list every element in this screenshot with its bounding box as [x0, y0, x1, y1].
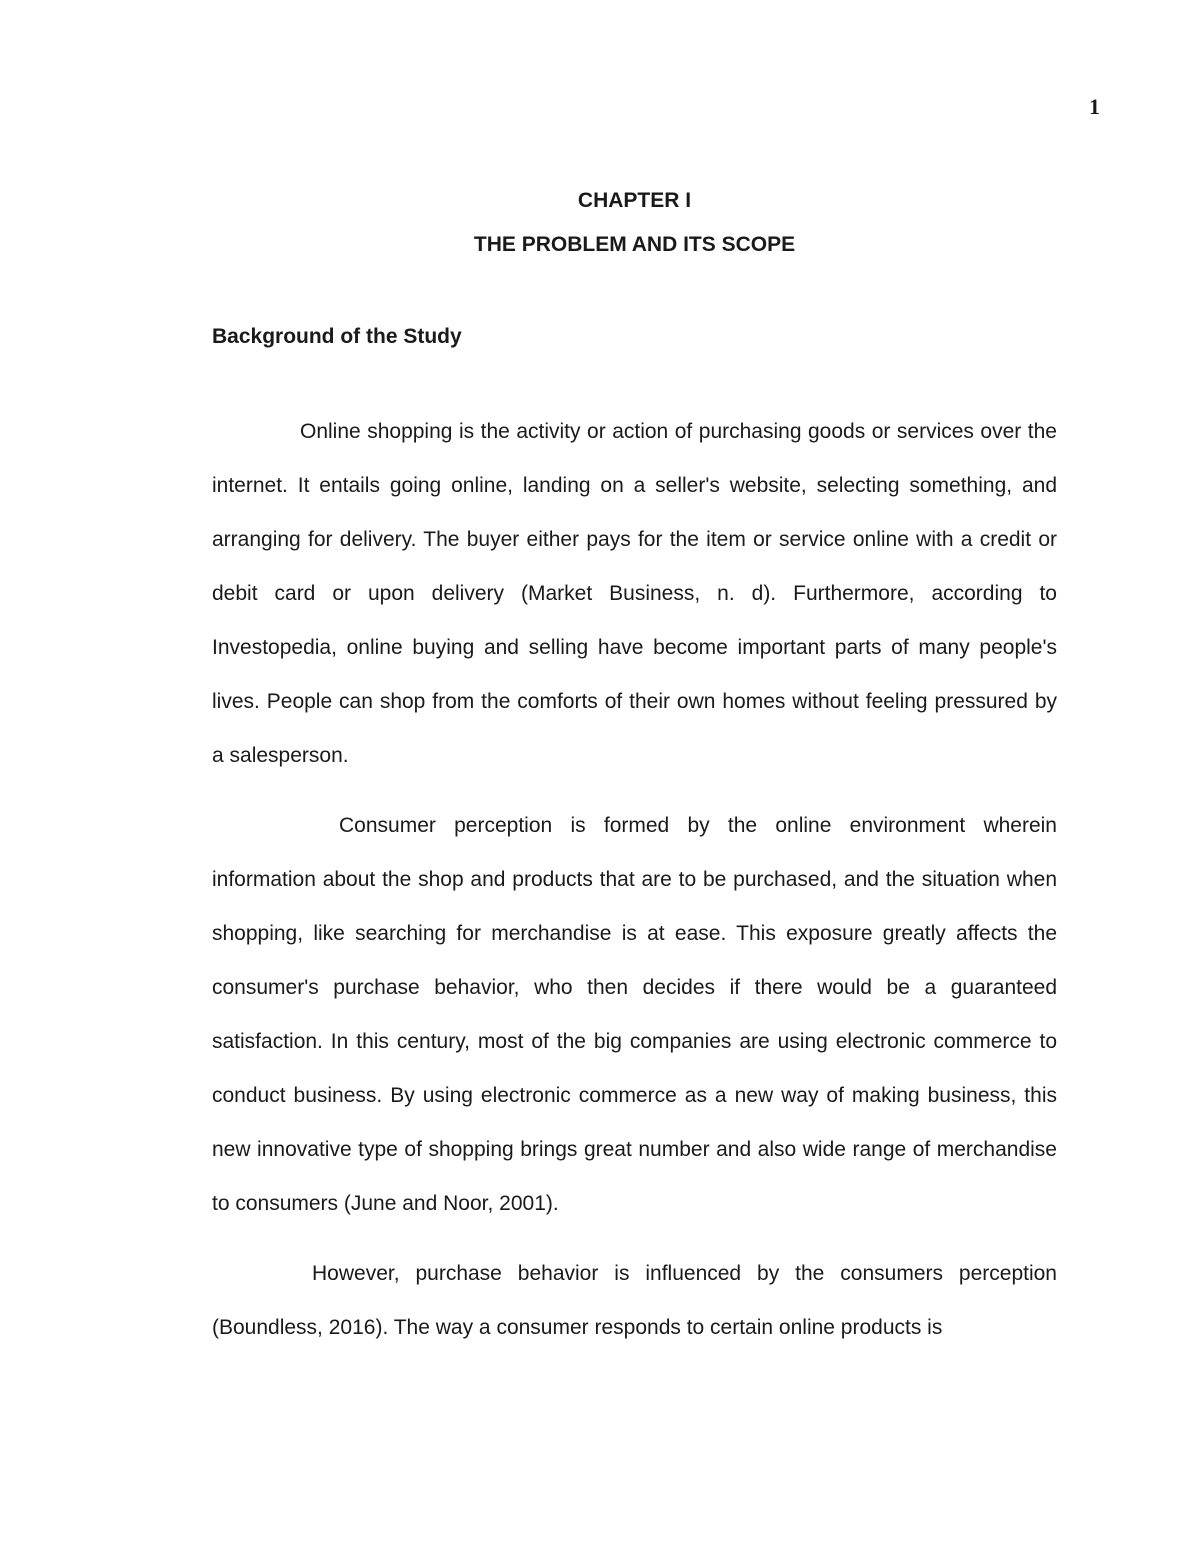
paragraph-2: Consumer perception is formed by the online environment wherein information about the shop and products that are to be purchased, and the situation when shopping, like searching for merchandise is at ease. This exposure greatly affects the consumer's purchase behavior, who then decides if there would be a guaranteed satisfaction. In this century, most of the big companies are using electronic commerce to conduct business. By using electronic commerce as a new way of making business, this new innovative type of shopping brings great number and also wide range of merchandise to consumers (June and Noor, 2001). [212, 814, 1057, 1215]
chapter-title: CHAPTER I [577, 189, 692, 212]
document-body [212, 187, 1057, 1355]
section-heading: Background of the Study [212, 325, 462, 348]
page-number: 1 [1089, 94, 1100, 119]
chapter-subtitle: THE PROBLEM AND ITS SCOPE [473, 233, 796, 256]
paragraph-3: However, purchase behavior is influenced by the consumers perception (Boundless, 2016). The way a consumer responds to certain online products is [212, 1262, 1057, 1339]
paragraph-1: Online shopping is the activity or action of purchasing goods or services over the internet. It entails going online, landing on a seller's website, selecting something, and arranging for delivery. The buyer either pays for the item or service online with a credit or debit card or upon delivery (Market Business, n. d). Furthermore, according to Investopedia, online buying and selling have become important parts of many people's lives. People can shop from the comforts of their own homes without feeling pressured by a salesperson. [212, 420, 1057, 767]
